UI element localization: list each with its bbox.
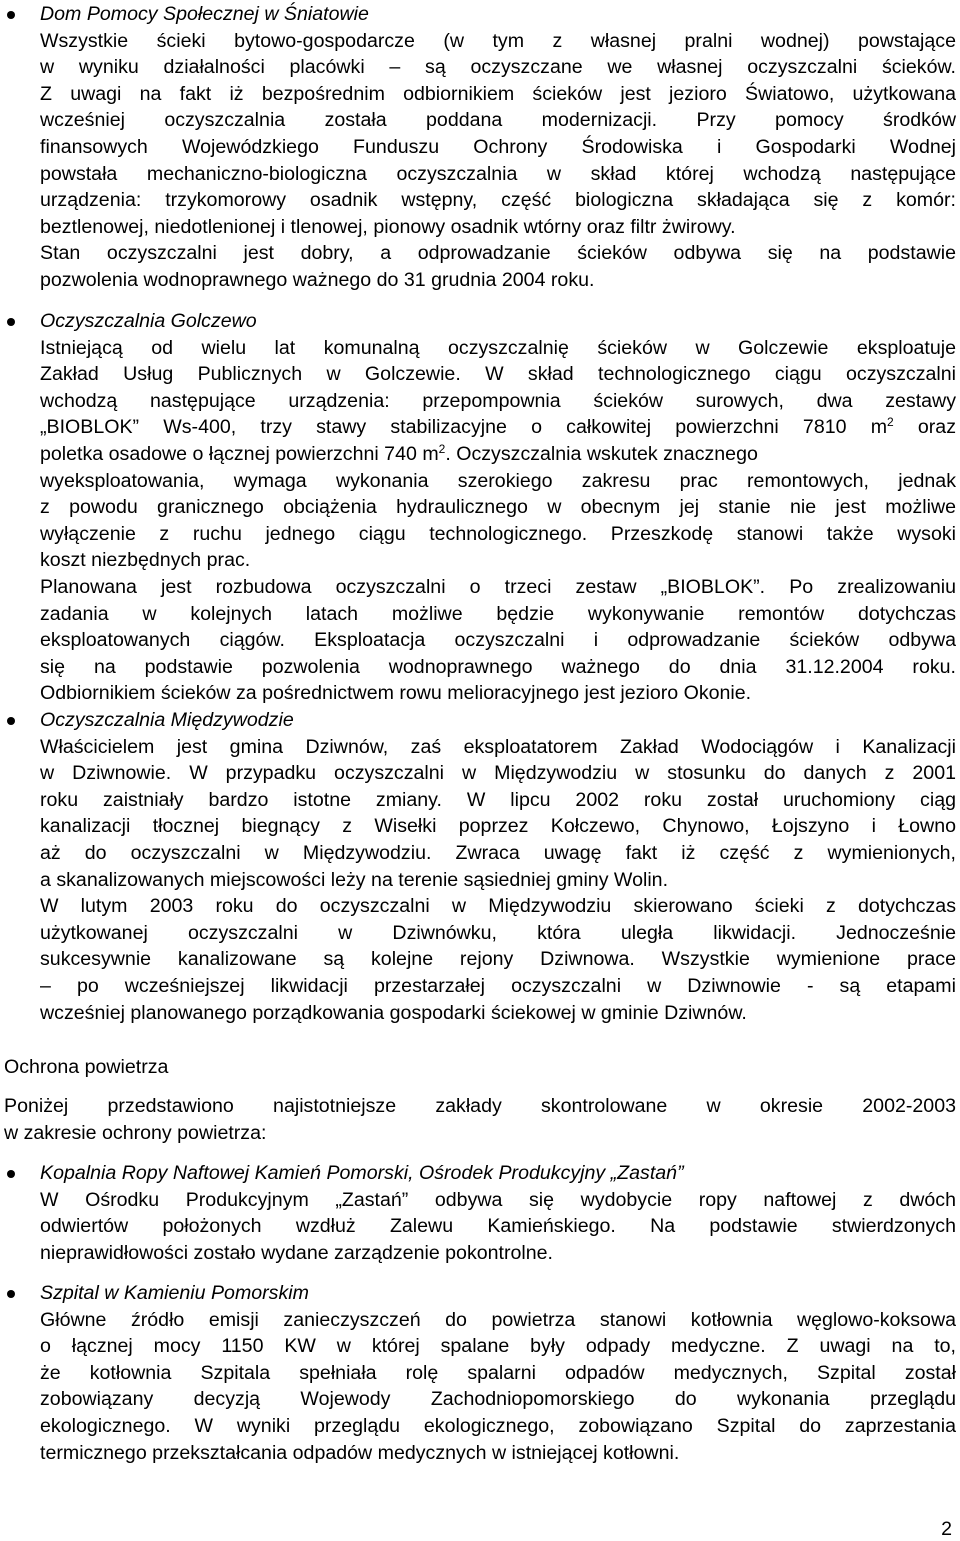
item-body bbox=[40, 335, 956, 707]
bullet-icon bbox=[7, 717, 15, 725]
item-title: Dom Pomocy Społecznej w Śniatowie bbox=[40, 3, 369, 25]
line-text: oraz bbox=[893, 416, 956, 439]
text-line: wcześniej planowanego porządkowania gospodarki ściekowej w gminie Dziwnów. bbox=[40, 1001, 747, 1024]
text-line: aż do oczyszczalni w Międzywodziu. Zwraca uwagę fakt iż część z wymienionych, bbox=[40, 841, 956, 864]
item-body bbox=[40, 1307, 956, 1467]
text-line: ekologicznego. W wyniki przeglądu ekologicznego, zobowiązano Szpital do zaprzestania bbox=[40, 1414, 956, 1437]
text-line: Poniżej przedstawiono najistotniejsze zakłady skontrolowane w okresie 2002-2003 bbox=[4, 1095, 956, 1117]
text-line: o łącznej mocy 1150 KW w której spalane były odpady medyczne. Z uwagi na to, bbox=[40, 1335, 956, 1358]
text-line: się na podstawie pozwolenia wodnoprawnego ważnego do dnia 31.12.2004 roku. bbox=[40, 655, 956, 678]
text-line: wcześniej oczyszczalnia została poddana modernizacji. Przy pomocy środków bbox=[40, 109, 956, 132]
text-line: w Dziwnowie. W przypadku oczyszczalni w Międzywodziu w stosunku do danych z 2001 bbox=[40, 762, 956, 785]
list-item bbox=[40, 1280, 956, 1466]
text-line bbox=[40, 414, 956, 441]
list-item bbox=[40, 707, 956, 1026]
superscript: 2 bbox=[887, 415, 894, 430]
text-line: roku zaistniały bardzo istotne zmiany. W lipcu 2002 roku został uruchomiony ciąg bbox=[40, 788, 956, 811]
text-line: eksploatowanych ciągów. Eksploatacja oczyszczalni i odprowadzanie ścieków odbywa bbox=[40, 629, 956, 652]
text-line: kanalizacji tłocznej biegnący z Wisełki poprzez Kołczewo, Chynowo, Łojszyno i Łowno bbox=[40, 815, 956, 838]
item-body bbox=[40, 734, 956, 1027]
text-line: sukcesywnie kanalizowane są kolejne rejony Dziwnowa. Wszystkie wymienione prace bbox=[40, 948, 956, 971]
text-line: Wszystkie ścieki bytowo-gospodarcze (w tym z własnej pralni wodnej) powstające bbox=[40, 29, 956, 52]
text-line: pozwolenia wodnoprawnego ważnego do 31 grudnia 2004 roku. bbox=[40, 268, 595, 291]
text-line: beztlenowej, niedotlenionej i tlenowej, pionowy osadnik wtórny oraz filtr żwirowy. bbox=[40, 215, 736, 238]
item-body bbox=[40, 1187, 956, 1267]
item-title: Oczyszczalnia Golczewo bbox=[40, 310, 257, 332]
text-line: termicznego przekształcania odpadów medycznych w istniejącej kotłowni. bbox=[40, 1441, 680, 1464]
text-line: Zakład Usług Publicznych w Golczewie. W skład technologicznego ciągu oczyszczalni bbox=[40, 363, 956, 386]
text-line: koszt niezbędnych prac. bbox=[40, 549, 251, 572]
bullet-icon bbox=[7, 318, 15, 326]
text-line: Istniejącą od wielu lat komunalną oczyszczalnię ścieków w Golczewie eksploatuje bbox=[40, 336, 956, 359]
text-line: zobowiązany decyzją Wojewody Zachodniopomorskiego do wykonania przeglądu bbox=[40, 1388, 956, 1411]
text-line: Stan oczyszczalni jest dobry, a odprowadzanie ścieków odbywa się na podstawie bbox=[40, 242, 956, 265]
list-item bbox=[40, 1, 956, 294]
bullet-icon bbox=[7, 1170, 15, 1178]
section-heading: Ochrona powietrza bbox=[4, 1056, 169, 1078]
line-text: . Oczyszczalnia wskutek znacznego bbox=[445, 442, 758, 465]
line-text: poletka osadowe o łącznej powierzchni 740 m bbox=[40, 442, 439, 465]
item-title: Oczyszczalnia Międzywodzie bbox=[40, 709, 294, 731]
text-line: w wyniku działalności placówki – są oczyszczane we własnej oczyszczalni ścieków. bbox=[40, 56, 956, 79]
bullet-icon bbox=[7, 1290, 15, 1298]
list-item bbox=[40, 308, 956, 707]
text-line: W lutym 2003 roku do oczyszczalni w Międzywodziu skierowano ścieki z dotychczas bbox=[40, 895, 956, 918]
list-item bbox=[40, 1160, 956, 1266]
text-line: urządzenia: trzykomorowy osadnik wstępny, część biologiczna składająca się z komór: bbox=[40, 189, 956, 212]
page-number: 2 bbox=[941, 1518, 952, 1540]
text-line: Właścicielem jest gmina Dziwnów, zaś eksploatatorem Zakład Wodociągów i Kanalizacji bbox=[40, 735, 956, 758]
text-line: Odbiornikiem ścieków za pośrednictwem rowu melioracyjnego jest jezioro Okonie. bbox=[40, 682, 752, 705]
text-line: nieprawidłowości zostało wydane zarządzenie pokontrolne. bbox=[40, 1241, 553, 1264]
text-line: Planowana jest rozbudowa oczyszczalni o trzeci zestaw „BIOBLOK”. Po zrealizowaniu bbox=[40, 575, 956, 598]
text-line: wyeksploatowania, wymaga wykonania szerokiego zakresu prac remontowych, jednak bbox=[40, 469, 956, 492]
text-line: użytkowanej oczyszczalni w Dziwnówku, która uległa likwidacji. Jednocześnie bbox=[40, 921, 956, 944]
section-intro bbox=[4, 1093, 956, 1146]
text-line: zadania w kolejnych latach możliwe będzie wykonywanie remontów dotychczas bbox=[40, 602, 956, 625]
item-title: Szpital w Kamieniu Pomorskim bbox=[40, 1282, 309, 1304]
text-line bbox=[40, 441, 956, 468]
text-line: w zakresie ochrony powietrza: bbox=[4, 1121, 267, 1144]
text-line: a skanalizowanych miejscowości leży na terenie sąsiedniej gminy Wolin. bbox=[40, 868, 669, 891]
text-line: powstała mechaniczno-biologiczna oczyszczalnia w skład której wchodzą następujące bbox=[40, 162, 956, 185]
text-line: odwiertów położonych wzdłuż Zalewu Kamieńskiego. Na podstawie stwierdzonych bbox=[40, 1215, 956, 1238]
text-line: Główne źródło emisji zanieczyszczeń do powietrza stanowi kotłownia węglowo-koksowa bbox=[40, 1308, 956, 1331]
superscript: 2 bbox=[438, 441, 446, 456]
line-text: „BIOBLOK” Ws-400, trzy stawy stabilizacyjne o całkowitej powierzchni 7810 m bbox=[40, 416, 888, 439]
text-line: Z uwagi na fakt iż bezpośrednim odbiornikiem ścieków jest jezioro Światowo, użytkowana bbox=[40, 82, 956, 105]
text-line: wyłączenie z ruchu jednego ciągu technologicznego. Przeszkodę stanowi także wysoki bbox=[40, 522, 956, 545]
bullet-icon bbox=[7, 11, 15, 19]
text-line: – po wcześniejszej likwidacji przestarzałej oczyszczalni w Dziwnowie - są etapami bbox=[40, 974, 956, 997]
text-line: że kotłownia Szpitala spełniała rolę spalarni odpadów medycznych, Szpital został bbox=[40, 1361, 956, 1384]
text-line: W Ośrodku Produkcyjnym „Zastań” odbywa się wydobycie ropy naftowej z dwóch bbox=[40, 1188, 956, 1211]
text-line: finansowych Wojewódzkiego Funduszu Ochrony Środowiska i Gospodarki Wodnej bbox=[40, 135, 956, 158]
text-line: wchodzą następujące urządzenia: przepompownia ścieków surowych, dwa zestawy bbox=[40, 389, 956, 412]
item-title: Kopalnia Ropy Naftowej Kamień Pomorski, Ośrodek Produkcyjny „Zastań” bbox=[40, 1162, 684, 1184]
text-line: z powodu granicznego obciążenia hydraulicznego w obecnym jej stanie nie jest możliwe bbox=[40, 496, 956, 519]
item-body bbox=[40, 28, 956, 294]
